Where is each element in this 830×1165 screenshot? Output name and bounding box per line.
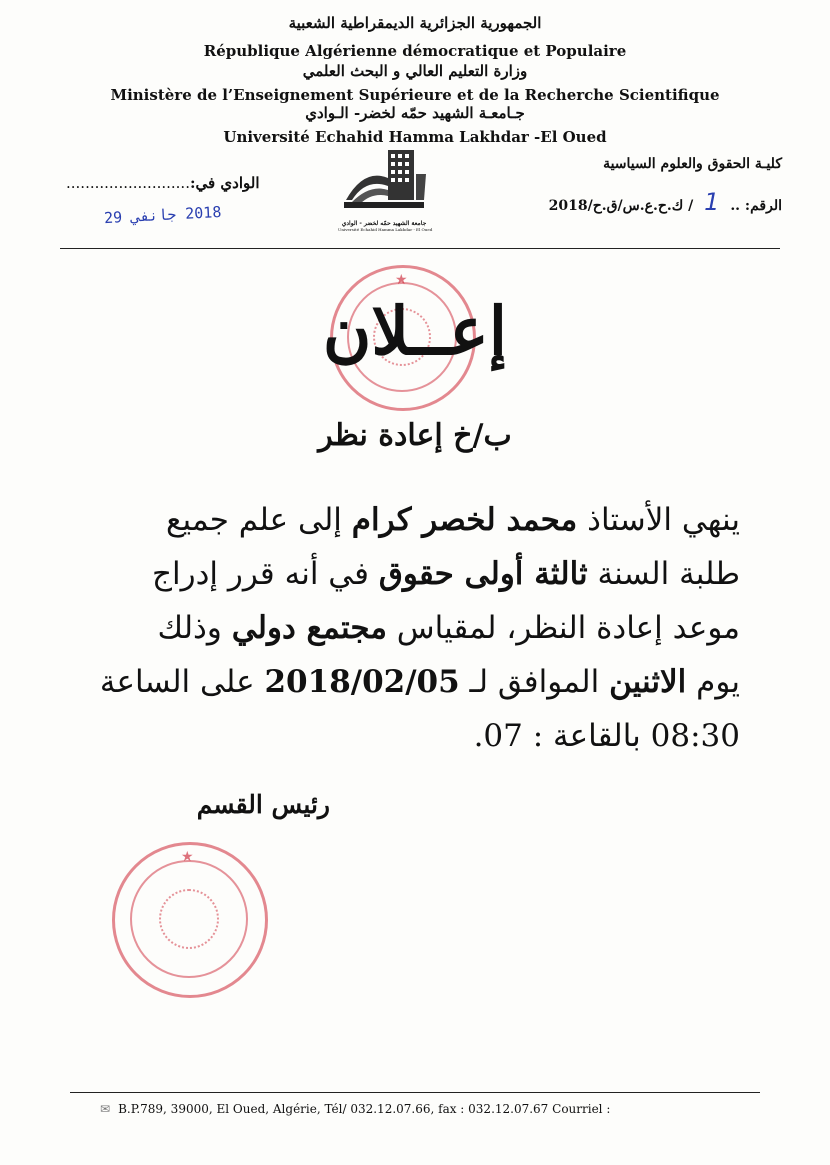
footer-divider bbox=[70, 1092, 760, 1093]
announcement-subtitle: ب/خ إعادة نظر bbox=[318, 418, 512, 453]
logo-caption-ar: جامعة الشهيد حمّه لخضر - الوادي bbox=[341, 220, 427, 227]
university-logo-graphic bbox=[338, 144, 430, 216]
body-text: وذلك bbox=[157, 610, 232, 646]
footer-address: B.P.789, 39000, El Oued, Algérie, Tél/ 032.12.07.66, fax : 032.12.07.67 Courriel : bbox=[118, 1102, 611, 1116]
university-logo bbox=[338, 144, 433, 238]
body-text: الموافق لـ bbox=[459, 664, 610, 700]
stamp-star-icon: ★ bbox=[395, 272, 408, 288]
date-dots: .......................... bbox=[66, 174, 190, 192]
body-text: على الساعة bbox=[99, 664, 265, 700]
body-text: طلبة السنة bbox=[587, 556, 740, 592]
body-line-1 bbox=[166, 494, 740, 546]
republic-fr: République Algérienne démocratique et Populaire bbox=[203, 42, 627, 60]
place-label: الوادي في: bbox=[189, 174, 260, 192]
emphasis-text: 2018/02/05 bbox=[264, 664, 460, 700]
official-stamp-bottom bbox=[112, 842, 268, 998]
faculty-name: كليـة الحقوق والعلوم السياسية bbox=[603, 156, 782, 172]
body-line-5 bbox=[474, 710, 740, 762]
ministry-ar: وزارة التعليم العالي و البحث العلمي bbox=[302, 62, 528, 80]
stamp-core bbox=[159, 889, 219, 949]
university-ar: جـامعـة الشهيد حمّه لخضر- الـوادي bbox=[305, 104, 525, 122]
date-stamp: 2018 جانفي 29 bbox=[103, 202, 222, 228]
body-text: إلى علم جميع bbox=[165, 502, 352, 538]
body-text: 08:30 بالقاعة : 07. bbox=[473, 718, 740, 754]
reference-handwritten-number: 1 bbox=[704, 188, 720, 216]
reference-label: الرقم: .. bbox=[730, 198, 782, 214]
reference-number bbox=[549, 188, 782, 216]
emphasis-text: مجتمع دولي bbox=[231, 610, 387, 646]
stamp-star-icon: ★ bbox=[181, 849, 194, 865]
footer-contact bbox=[100, 1102, 610, 1116]
emphasis-text: محمد لخصر كرام bbox=[351, 502, 578, 538]
header-divider bbox=[60, 248, 780, 249]
republic-ar: الجمهورية الجزائرية الديمقراطية الشعبية bbox=[288, 14, 542, 32]
body-text: ينهي الأستاذ bbox=[577, 502, 740, 538]
emphasis-text: ثالثة أولى حقوق bbox=[378, 556, 588, 592]
ministry-fr: Ministère de l’Enseignement Supérieure et de la Recherche Scientifique bbox=[110, 86, 720, 104]
university-fr: Université Echahid Hamma Lakhdar -El Oued bbox=[223, 128, 607, 146]
body-text: موعد إعادة النظر، لمقياس bbox=[386, 610, 740, 646]
body-text: في أنه قرر إدراج bbox=[151, 556, 379, 592]
body-line-4 bbox=[100, 656, 740, 708]
emphasis-text: الاثنين bbox=[609, 664, 687, 700]
announcement-title: إعــلان bbox=[322, 292, 508, 370]
mail-icon: ✉ bbox=[100, 1102, 111, 1116]
body-line-3 bbox=[157, 602, 740, 654]
place-date bbox=[66, 174, 260, 192]
body-line-2 bbox=[152, 548, 740, 600]
body-text: يوم bbox=[686, 664, 740, 700]
reference-suffix: / ك.ح.ع.س/ق.ح/2018 bbox=[548, 198, 694, 214]
signature-title: رئيس القسم bbox=[196, 790, 330, 819]
logo-caption-fr: Université Echahid Hamma Lakhdar - El Oued bbox=[338, 227, 433, 232]
